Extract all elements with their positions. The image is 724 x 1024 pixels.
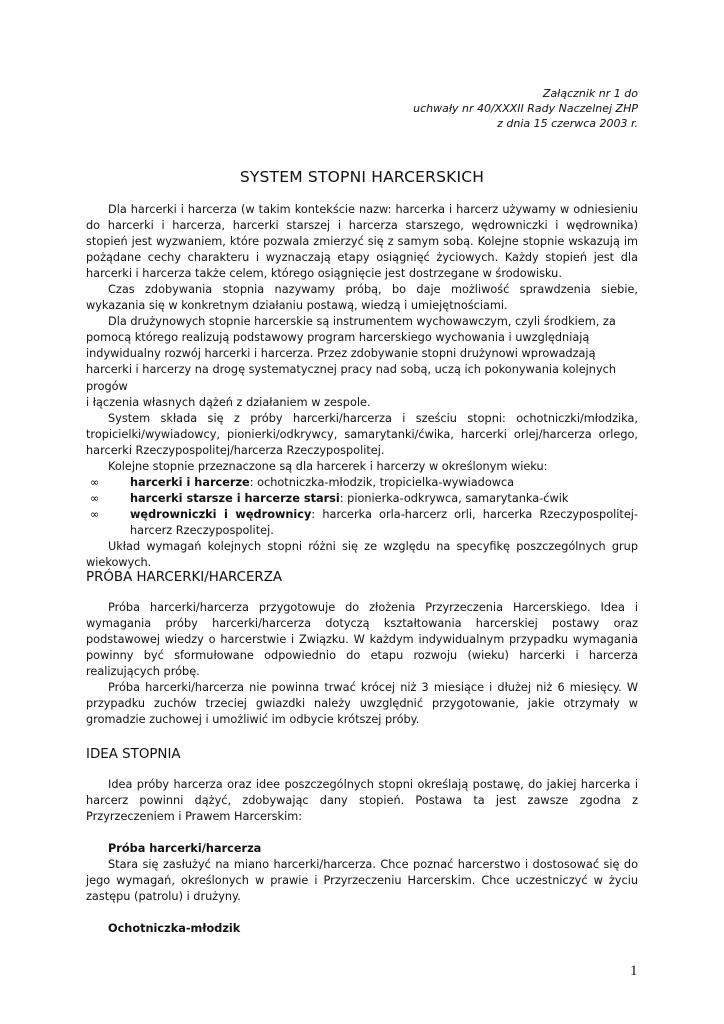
proba-paragraph-1: Próba harcerki/harcerza przygotowuje do złożenia Przyrzeczenia Harcerskiego. Idea i wymagania próby harcerki/harcerza dotyczą kształtowania harcerskiej postawy oraz podstawowej wiedzy o harcerstwie i Związku. W każdym indywidualnym przypadku wymagania powinny być sformułowane odpowiednio do etapu rozwoju (wieku) harcerki i harcerza realizujących próbę. [86, 601, 638, 679]
intro-paragraph-3: Dla drużynowych stopnie harcerskie są instrumentem wychowawczym, czyli środkiem, za pomocą którego realizują podstawowy program harcerskiego wychowania i uwzględniają indywidualny rozwój harcerki i harcerza. Przez zdobywanie stopni drużynowi wprowadzają harcerki i harcerzy na drogę systematycznej pracy nad sobą, uczą ich pokonywania kolejnych progów [86, 315, 617, 393]
infinity-bullet-icon: ∞ [90, 475, 100, 489]
list-item-label: harcerki starsze i harcerze starsi [130, 491, 340, 505]
age-groups-list [86, 475, 638, 539]
section-heading-idea: IDEA STOPNIA [86, 747, 181, 762]
intro-paragraph-5: Kolejne stopnie przeznaczone są dla harcerek i harcerzy w określonym wieku: [108, 459, 548, 473]
subheading-proba: Próba harcerki/harcerza [108, 842, 262, 856]
document-title: SYSTEM STOPNI HARCERSKICH [239, 168, 485, 186]
annex-line-3: z dnia 15 czerwca 2003 r. [497, 117, 638, 130]
list-item-text: : harcerka orla-harcerz orli, harcerka Rzeczypospolitej-harcerz Rzeczypospolitej. [130, 507, 638, 537]
annex-reference [413, 86, 638, 131]
subheading-ochotniczka: Ochotniczka-młodzik [108, 922, 241, 936]
intro-paragraph-6: Układ wymagań kolejnych stopni różni się ze względu na specyfikę poszczególnych grup wiekowych. [86, 539, 638, 570]
infinity-bullet-icon: ∞ [90, 507, 100, 521]
list-item-text: : pionierka-odkrywca, samarytanka-ćwik [339, 491, 569, 505]
intro-paragraph-4: System składa się z próby harcerki/harcerza i sześciu stopni: ochotniczki/młodzika, tropicielki/wywiadowcy, pionierki/odkrywcy, samarytanki/ćwika, harcerki orlej/harcerza orlego, harcerki Rzeczypospolitej/harcerza Rzeczypospolitej. [86, 411, 638, 457]
intro-section [86, 202, 638, 571]
proba-idea-text: Stara się zasłużyć na miano harcerki/harcerza. Chce poznać harcerstwo i dostosować się do jego wymagań, określonych w prawie i Przyrzeczeniu Harcerskim. Chce uczestniczyć w życiu zastępu (patrolu) i drużyny. [86, 858, 638, 904]
spacer [86, 825, 638, 841]
intro-paragraph-1: Dla harcerki i harcerza (w takim kontekście nazw: harcerka i harcerz używamy w odniesieniu do harcerki i harcerza, harcerki starszej i harcerza starszego, wędrowniczki i wędrownika) stopień jest wyzwaniem, które pozwala zmierzyć się z samym sobą. Kolejne stopnie wskazują im pożądane cechy charakteru i wyznaczają etapy osiągnięć życiowych. Każdy stopień jest dla harcerki i harcerza także celem, którego osiągnięcie jest dostrzegane w środowisku. [86, 203, 638, 281]
proba-paragraph-2: Próba harcerki/harcerza nie powinna trwać krócej niż 3 miesiące i dłużej niż 6 miesięcy. W przypadku zuchów trzeciej gwiazdki należy uwzględnić przygotowanie, jakie otrzymały w gromadzie zuchowej i umożliwić im odbycie krótszej próby. [86, 681, 638, 727]
list-item-text: : ochotniczka-młodzik, tropicielka-wywiadowca [249, 475, 515, 489]
annex-line-2: uchwały nr 40/XXXII Rady Naczelnej ZHP [413, 102, 638, 115]
intro-paragraph-2: Czas zdobywania stopnia nazywamy próbą, bo daje możliwość sprawdzenia siebie, wykazania się w konkretnym działaniu postawą, wiedzą i umiejętnościami. [86, 283, 638, 313]
idea-paragraph-1: Idea próby harcerza oraz idee poszczególnych stopni określają postawę, do jakiej harcerka i harcerz powinni dążyć, zdobywając dany stopień. Postawa ta jest zawsze zgodna z Przyrzeczeniem i Prawem Harcerskim: [86, 778, 638, 824]
list-item [86, 507, 638, 539]
annex-line-1: Załącznik nr 1 do [542, 87, 638, 100]
intro-paragraph-3-continued: i łączenia własnych dążeń z działaniem w zespole. [86, 395, 371, 409]
list-item-label: wędrowniczki i wędrownicy [130, 507, 312, 521]
list-item-label: harcerki i harcerze [130, 475, 250, 489]
proba-section [86, 600, 638, 728]
list-item [86, 475, 638, 491]
page-number: 1 [630, 963, 638, 979]
infinity-bullet-icon: ∞ [90, 491, 100, 505]
spacer [86, 905, 638, 921]
idea-section [86, 777, 638, 937]
list-item [86, 491, 638, 507]
section-heading-proba: PRÓBA HARCERKI/HARCERZA [86, 570, 283, 585]
